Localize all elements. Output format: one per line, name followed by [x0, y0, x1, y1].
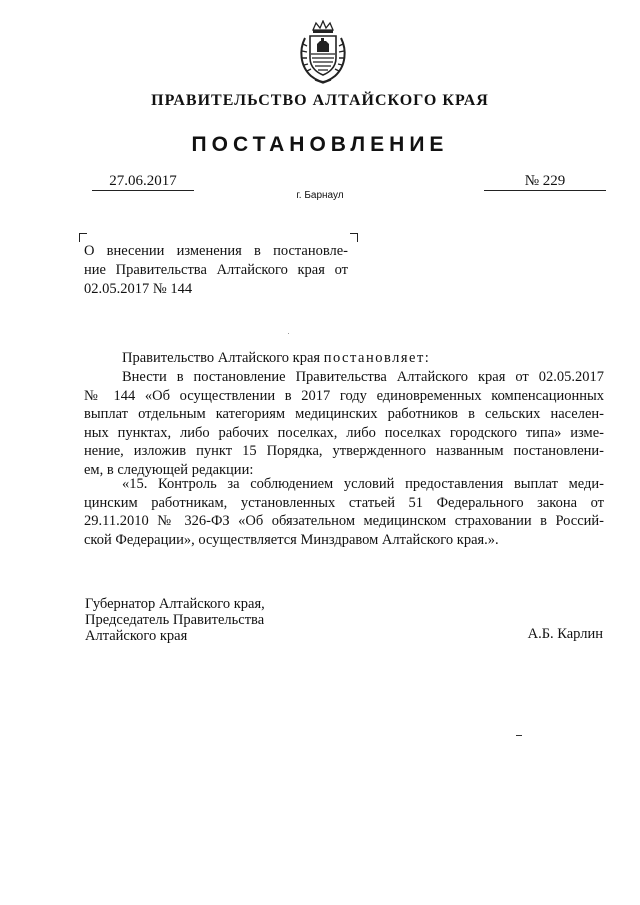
position-line: Губернатор Алтайского края,	[85, 596, 265, 612]
signatory-position	[85, 596, 265, 644]
document-subject	[84, 242, 348, 299]
paragraph-line: Внести в постановление Правительства Алтайского края от 02.05.2017	[122, 369, 604, 385]
document-type: ПОСТАНОВЛЕНИЕ	[191, 133, 449, 156]
city: г. Барнаул	[296, 190, 344, 201]
intro-spaced-verb: постановляет:	[323, 350, 431, 366]
subject-corner-left	[79, 233, 87, 242]
subject-line: 02.05.2017 № 144	[84, 281, 193, 297]
signatory-name: А.Б. Карлин	[527, 626, 603, 642]
paragraph-line: «15. Контроль за соблюдением условий предоставления выплат меди-	[122, 476, 604, 492]
paragraph-line: ской Федерации», осуществляется Минздравом Алтайского края.».	[84, 531, 499, 548]
subject-line: О внесении изменения в постановле-	[84, 243, 348, 259]
document-date: 27.06.2017	[92, 172, 194, 191]
paragraph-line: цинским работникам, установленных статьей 51 Федерального закона от	[84, 494, 604, 511]
scan-speck	[288, 333, 289, 334]
scan-mark	[516, 735, 522, 736]
coat-of-arms-emblem	[297, 20, 349, 86]
position-line: Алтайского края	[85, 628, 188, 644]
paragraph-line: ем, в следующей редакции:	[84, 461, 254, 478]
paragraph-line: 29.11.2010 № 326-ФЗ «Об обязательном медицинском страховании в Россий-	[84, 513, 604, 529]
paragraph-line: ных пунктах, либо рабочих поселках, либо поселках городского типа» изме-	[84, 424, 604, 441]
subject-corner-right	[350, 233, 358, 242]
intro-text: Правительство Алтайского края	[122, 350, 321, 366]
document-number: № 229	[484, 172, 606, 191]
subject-line: ние Правительства Алтайского края от	[84, 262, 348, 278]
paragraph-line: выплат отдельным категориям медицинских работников в сельских населен-	[84, 406, 604, 422]
paragraph-new-wording	[84, 475, 604, 549]
paragraph-line: нение, изложив пункт 15 Порядка, утвержденного названным постановлени-	[84, 443, 604, 459]
position-line: Председатель Правительства	[85, 612, 265, 628]
resolution-intro	[84, 349, 604, 368]
paragraph-amendment	[84, 368, 604, 479]
government-title: ПРАВИТЕЛЬСТВО АЛТАЙСКОГО КРАЯ	[151, 92, 489, 109]
paragraph-line: № 144 «Об осуществлении в 2017 году единовременных компенсационных	[84, 387, 604, 404]
